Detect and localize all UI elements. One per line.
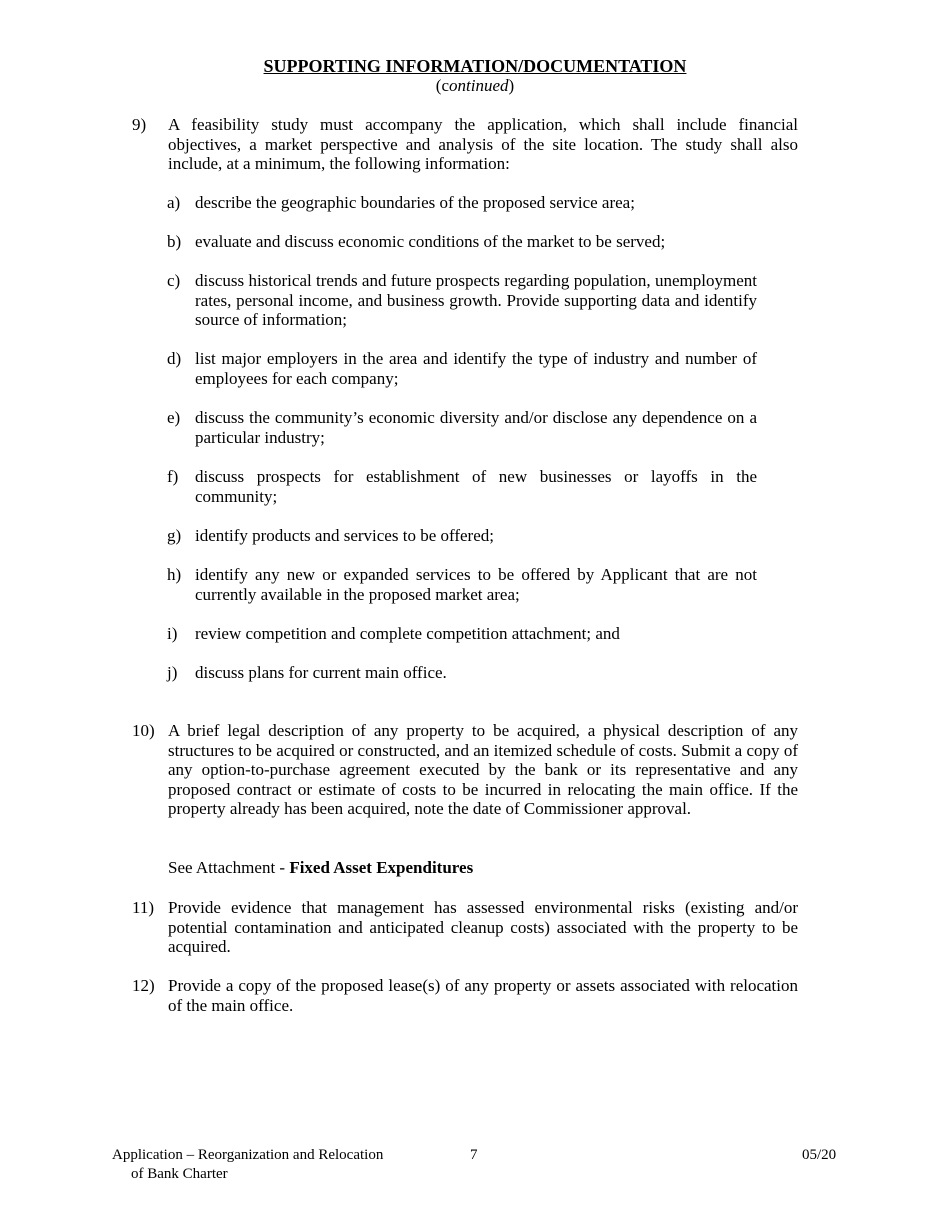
item-number: 9) <box>132 115 147 134</box>
list-item-10 <box>132 721 798 819</box>
sub-item-number: b) <box>167 232 182 251</box>
footer-document-title <box>112 1146 383 1184</box>
footer-title-line-2: of Bank Charter <box>131 1166 228 1182</box>
sub-item-d <box>167 349 757 388</box>
sub-item-c <box>167 271 757 330</box>
subtitle-italic: ontinued <box>449 76 509 95</box>
sub-item-i <box>167 624 757 644</box>
item-number: 12) <box>132 976 155 995</box>
sub-item-number: j) <box>167 663 178 682</box>
sub-item-text: identify products and services to be offered; <box>195 526 494 545</box>
sub-item-text: discuss prospects for establishment of new businesses or layoffs in the community; <box>195 467 757 506</box>
sub-item-b <box>167 232 757 252</box>
sub-item-number: h) <box>167 565 182 584</box>
sub-item-number: e) <box>167 408 181 427</box>
sub-item-number: i) <box>167 624 178 643</box>
sub-item-e <box>167 408 757 447</box>
sub-item-text: evaluate and discuss economic conditions of the market to be served; <box>195 232 666 251</box>
sub-item-h <box>167 565 757 604</box>
list-item-9 <box>132 115 798 174</box>
footer-title-line-1: Application – Reorganization and Relocation <box>112 1147 384 1163</box>
sub-item-text: list major employers in the area and identify the type of industry and number of employees for each company; <box>195 349 757 388</box>
footer-date: 05/20 <box>802 1147 837 1163</box>
see-attachment-title: Fixed Asset Expenditures <box>289 858 474 877</box>
see-attachment-note <box>168 858 473 878</box>
item-number: 10) <box>132 721 155 740</box>
sub-item-number: g) <box>167 526 182 545</box>
subtitle-close: ) <box>508 76 515 95</box>
sub-item-number: c) <box>167 271 181 290</box>
item-text: Provide a copy of the proposed lease(s) of any property or assets associated with relocation of the main office. <box>168 976 798 1015</box>
item-text: A feasibility study must accompany the application, which shall include financial objectives, a market perspective and analysis of the site location. The study shall also include, at a minimum, the following information: <box>168 115 798 174</box>
sub-item-a <box>167 193 757 213</box>
sub-item-text: identify any new or expanded services to be offered by Applicant that are not currently available in the proposed market area; <box>195 565 757 604</box>
page-subtitle <box>0 76 950 96</box>
sub-item-text: review competition and complete competition attachment; and <box>195 624 620 643</box>
sub-item-number: d) <box>167 349 182 368</box>
sub-item-j <box>167 663 757 683</box>
item-number: 11) <box>132 898 155 917</box>
sub-item-text: discuss plans for current main office. <box>195 663 447 682</box>
item-text: Provide evidence that management has assessed environmental risks (existing and/or potential contamination and anticipated cleanup costs) associated with the property to be acquired. <box>168 898 798 957</box>
list-item-12 <box>132 976 798 1015</box>
sub-item-number: f) <box>167 467 179 486</box>
see-attachment-prefix: See Attachment - <box>168 858 290 877</box>
list-item-11 <box>132 898 798 957</box>
page-title: SUPPORTING INFORMATION/DOCUMENTATION <box>263 56 687 76</box>
sub-item-f <box>167 467 757 506</box>
sub-item-text: describe the geographic boundaries of the proposed service area; <box>195 193 635 212</box>
sub-item-number: a) <box>167 193 181 212</box>
sub-item-text: discuss the community’s economic diversity and/or disclose any dependence on a particular industry; <box>195 408 757 447</box>
subtitle-open: (c <box>435 76 450 95</box>
item-text: A brief legal description of any property to be acquired, a physical description of any structures to be acquired or constructed, and an itemized schedule of costs. Submit a copy of any option-to-purchase agreement executed by the bank or its representative and any proposed contract or estimate of costs to be incurred in relocating the main office. If the property already has been acquired, note the date of Commissioner approval. <box>168 721 798 819</box>
page-number: 7 <box>470 1147 478 1163</box>
sub-item-g <box>167 526 757 546</box>
sub-item-text: discuss historical trends and future prospects regarding population, unemployment rates, personal income, and business growth. Provide supporting data and identify source of information; <box>195 271 757 330</box>
